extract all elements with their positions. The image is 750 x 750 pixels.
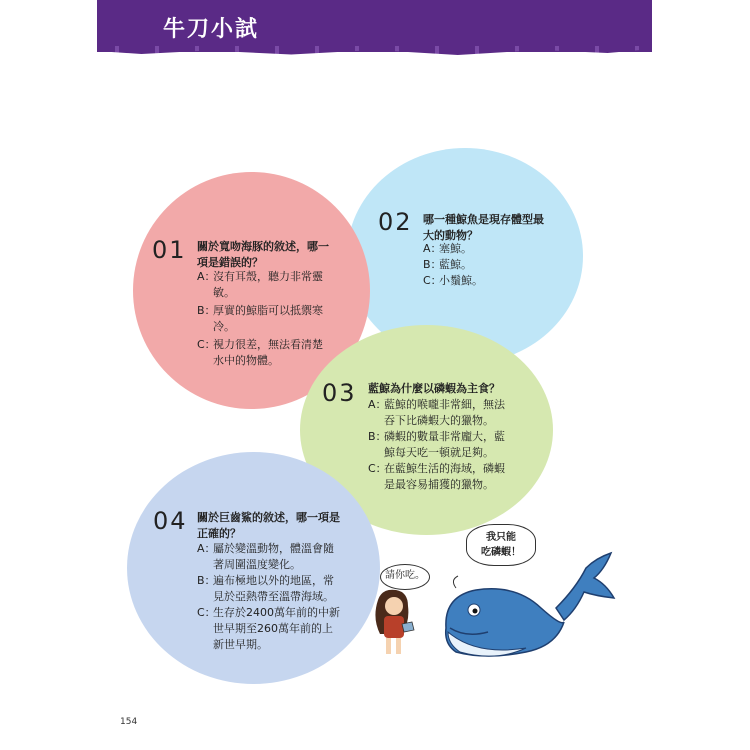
question-02-text: 哪一種鯨魚是現存體型最 大的動物？ xyxy=(423,213,544,242)
question-02-option-a: A： 塞鯨。 xyxy=(423,242,472,255)
question-01-text: 關於寬吻海豚的敘述，哪一 項是錯誤的？ xyxy=(197,240,329,269)
question-04-number: 04 xyxy=(153,507,188,535)
question-03-text: 藍鯨為什麼以磷蝦為主食？ xyxy=(368,382,500,395)
whale-illustration xyxy=(436,548,616,668)
question-04-option-b: B： 遍布極地以外的地區，常 見於亞熱帶至溫帶海域。 xyxy=(197,574,334,603)
page-title: 牛刀小試 xyxy=(163,17,260,42)
girl-illustration xyxy=(368,588,418,660)
question-01-option-b: B： 厚實的鯨脂可以抵禦寒 冷。 xyxy=(197,304,323,333)
question-03-option-c: C： 在藍鯨生活的海域，磷蝦 是最容易捕獲的獵物。 xyxy=(368,462,505,491)
girl-speech-bubble: 請你吃。 xyxy=(380,564,430,590)
fish-icon xyxy=(402,622,414,632)
question-02-option-b: B： 藍鯨。 xyxy=(423,258,472,271)
question-02-option-c: C： 小鬚鯨。 xyxy=(423,274,483,287)
whale-speech-bubble: 我只能 吃磷蝦！ xyxy=(466,524,536,566)
question-01-option-a: A： 沒有耳殼，聽力非常靈 敏。 xyxy=(197,270,323,299)
question-04-option-c: C： 生存於2400萬年前的中新 世早期至260萬年前的上 新世早期。 xyxy=(197,606,340,651)
question-03-option-a: A： 藍鯨的喉嚨非常細，無法 吞下比磷蝦大的獵物。 xyxy=(368,398,505,427)
girl-dress xyxy=(384,616,404,638)
question-03-number: 03 xyxy=(322,379,357,407)
question-04-option-a: A： 屬於變溫動物，體溫會隨 著周圍溫度變化。 xyxy=(197,542,334,571)
question-01-option-c: C： 視力很差，無法看清楚 水中的物體。 xyxy=(197,338,323,367)
question-03-option-b: B： 磷蝦的數量非常龐大，藍 鯨每天吃一頓就足夠。 xyxy=(368,430,505,459)
girl-face xyxy=(385,597,403,615)
whale-tail xyxy=(556,553,614,620)
page-number: 154 xyxy=(120,717,138,727)
question-02-number: 02 xyxy=(378,208,413,236)
question-04-text: 關於巨齒鯊的敘述，哪一項是 正確的？ xyxy=(197,511,340,540)
question-01-number: 01 xyxy=(152,236,187,264)
